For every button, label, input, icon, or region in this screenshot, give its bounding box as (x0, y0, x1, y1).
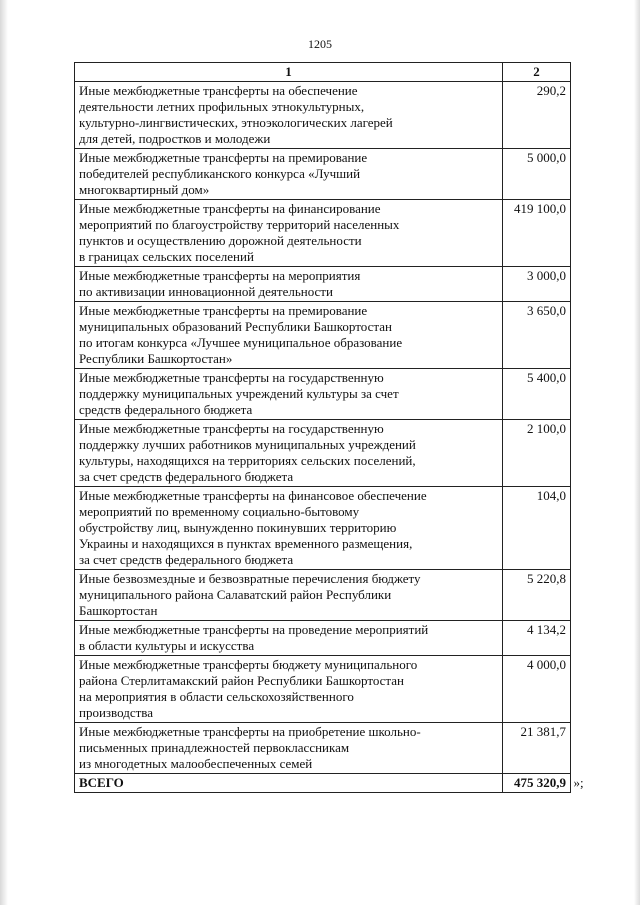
row-description: Иные межбюджетные трансферты на мероприятия по активизации инновационной деятельности (75, 267, 503, 302)
table-row (75, 570, 571, 621)
table-row (75, 369, 571, 420)
row-description: Иные межбюджетные трансферты на премирование муниципальных образований Республики Башкортостан по итогам конкурса «Лучшее муниципальное образование Республики Башкортостан» (75, 302, 503, 369)
column-header-2: 2 (503, 63, 571, 82)
row-description: Иные межбюджетные трансферты на финансовое обеспечение мероприятий по временному социально-бытовому обустройству лиц, вынужденно покинувших территорию Украины и находящихся в пунктах временного размещения, за счет средств федерального бюджета (75, 487, 503, 570)
total-row (75, 774, 571, 793)
row-amount: 4 000,0 (503, 656, 571, 723)
column-header-1: 1 (75, 63, 503, 82)
table-row (75, 82, 571, 149)
scan-edge-left (0, 0, 8, 905)
closing-quote-suffix: »; (573, 774, 584, 790)
row-description: Иные межбюджетные трансферты на финансирование мероприятий по благоустройству территорий населенных пунктов и осуществлению дорожной деятельности в границах сельских поселений (75, 200, 503, 267)
row-description: Иные межбюджетные трансферты на государственную поддержку муниципальных учреждений культуры за счет средств федерального бюджета (75, 369, 503, 420)
row-amount: 104,0 (503, 487, 571, 570)
scan-edge-right (634, 0, 640, 905)
table-row (75, 723, 571, 774)
total-amount: 475 320,9 (503, 774, 571, 793)
row-description: Иные межбюджетные трансферты на проведение мероприятий в области культуры и искусства (75, 621, 503, 656)
page-number: 1205 (308, 37, 332, 51)
row-description: Иные межбюджетные трансферты бюджету муниципального района Стерлитамакский район Республики Башкортостан на мероприятия в области сельскохозяйственного производства (75, 656, 503, 723)
row-amount: 290,2 (503, 82, 571, 149)
row-amount: 4 134,2 (503, 621, 571, 656)
row-amount: 419 100,0 (503, 200, 571, 267)
table-row (75, 200, 571, 267)
table-row (75, 267, 571, 302)
table-body (75, 82, 571, 793)
row-description: Иные межбюджетные трансферты на приобретение школьно- письменных принадлежностей первоклассникам из многодетных малообеспеченных семей (75, 723, 503, 774)
table-row (75, 149, 571, 200)
row-description: Иные межбюджетные трансферты на государственную поддержку лучших работников муниципальных учреждений культуры, находящихся на территориях сельских поселений, за счет средств федерального бюджета (75, 420, 503, 487)
row-description: Иные безвозмездные и безвозвратные перечисления бюджету муниципального района Салаватский район Республики Башкортостан (75, 570, 503, 621)
budget-table (74, 62, 571, 793)
row-amount: 5 400,0 (503, 369, 571, 420)
total-label: ВСЕГО (75, 774, 503, 793)
row-amount: 5 220,8 (503, 570, 571, 621)
table-row (75, 621, 571, 656)
row-amount: 3 650,0 (503, 302, 571, 369)
row-amount: 5 000,0 (503, 149, 571, 200)
table-row (75, 656, 571, 723)
table-row (75, 420, 571, 487)
row-amount: 21 381,7 (503, 723, 571, 774)
row-description: Иные межбюджетные трансферты на обеспечение деятельности летних профильных этнокультурных, культурно-лингвистических, этноэкологических лагерей для детей, подростков и молодежи (75, 82, 503, 149)
table-header-row (75, 63, 571, 82)
row-amount: 2 100,0 (503, 420, 571, 487)
table-row (75, 302, 571, 369)
row-amount: 3 000,0 (503, 267, 571, 302)
row-description: Иные межбюджетные трансферты на премирование победителей республиканского конкурса «Лучший многоквартирный дом» (75, 149, 503, 200)
table-row (75, 487, 571, 570)
